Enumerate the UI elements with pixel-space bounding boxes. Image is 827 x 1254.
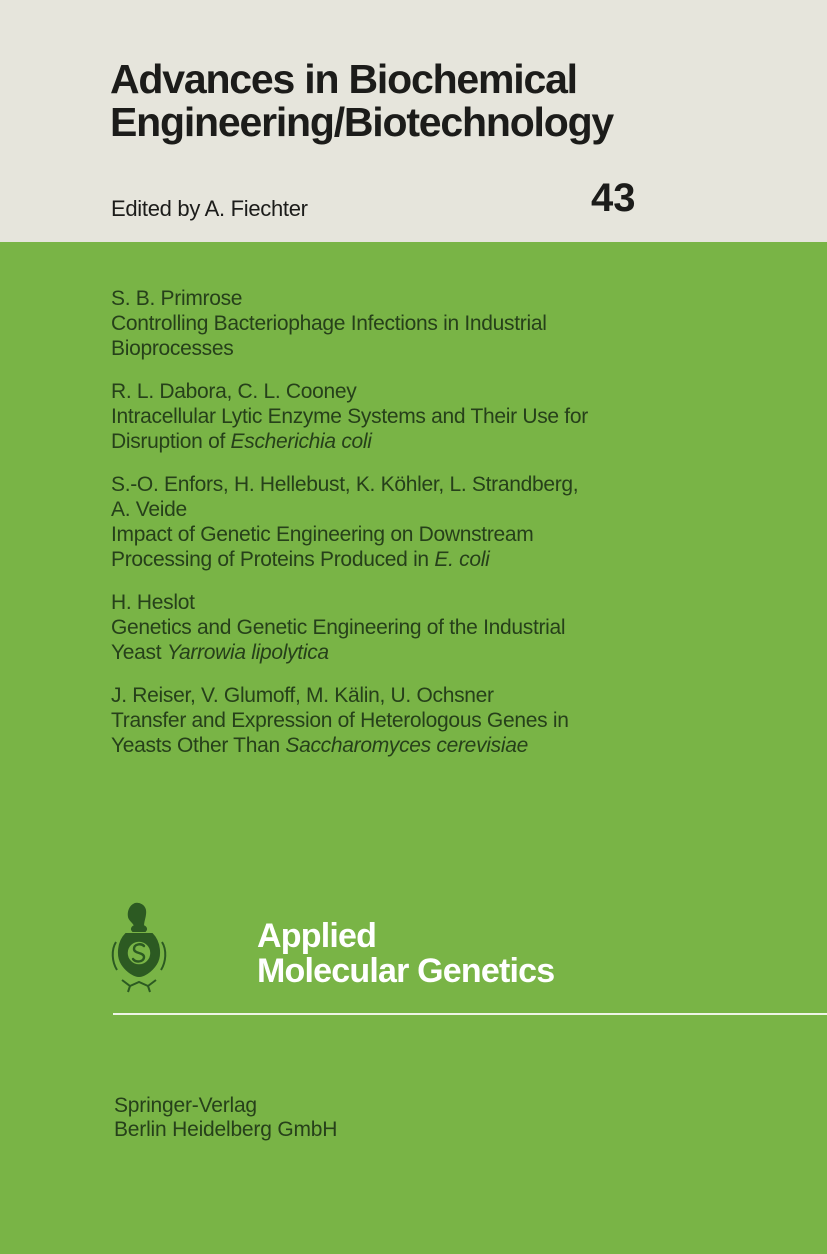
entry-title-line: [111, 640, 791, 665]
entry-title-line: [111, 497, 791, 522]
contents-entry: [111, 590, 791, 665]
entry-title-line: [111, 615, 791, 640]
entry-text: R. L. Dabora, C. L. Cooney: [111, 380, 357, 403]
entry-text: Genetics and Genetic Engineering of the Industrial: [111, 616, 566, 639]
entry-title-line: [111, 404, 791, 429]
book-title: [257, 919, 554, 989]
entry-authors: [111, 286, 791, 311]
species-name: Saccharomyces cerevisiae: [285, 734, 528, 757]
entry-text: S.-O. Enfors, H. Hellebust, K. Köhler, L. Strandberg,: [111, 473, 579, 496]
contents-entry: [111, 286, 791, 361]
publisher-location: Berlin Heidelberg GmbH: [114, 1118, 338, 1141]
entry-authors: [111, 590, 791, 615]
entry-title-line: [111, 311, 791, 336]
publisher-name: Springer-Verlag: [114, 1094, 257, 1117]
contents-entry: [111, 683, 791, 758]
series-header: [0, 0, 827, 242]
entry-title-line: [111, 733, 791, 758]
entry-title-line: [111, 522, 791, 547]
publisher: [114, 1094, 337, 1142]
book-title-line-2: Molecular Genetics: [257, 952, 555, 990]
entry-text: A. Veide: [111, 498, 187, 521]
series-title: [110, 58, 613, 144]
entry-title-line: [111, 429, 791, 454]
entry-text: Impact of Genetic Engineering on Downstream: [111, 523, 534, 546]
entry-authors: [111, 472, 791, 497]
series-title-line-2: Engineering/Biotechnology: [110, 99, 614, 145]
contents-entry: [111, 379, 791, 454]
entry-title-line: [111, 708, 791, 733]
table-of-contents: [111, 286, 791, 776]
entry-text: Transfer and Expression of Heterologous Genes in: [111, 709, 569, 732]
volume-number: 43: [591, 176, 636, 220]
entry-text: Intracellular Lytic Enzyme Systems and Their Use for: [111, 405, 588, 428]
series-title-line-1: Advances in Biochemical: [110, 56, 577, 102]
entry-text: J. Reiser, V. Glumoff, M. Kälin, U. Ochsner: [111, 684, 494, 707]
entry-text: Disruption of: [111, 430, 231, 453]
entry-authors: [111, 683, 791, 708]
entry-text: H. Heslot: [111, 591, 195, 614]
species-name: E. coli: [434, 548, 490, 571]
entry-title-line: [111, 547, 791, 572]
species-name: Yarrowia lipolytica: [166, 641, 329, 664]
book-title-line-1: Applied: [257, 917, 377, 955]
entry-text: Yeast: [111, 641, 167, 664]
entry-text: Processing of Proteins Produced in: [111, 548, 435, 571]
divider-rule: [113, 1013, 827, 1015]
contents-entry: [111, 472, 791, 572]
species-name: Escherichia coli: [230, 430, 372, 453]
series-editor: Edited by A. Fiechter: [111, 196, 308, 221]
entry-text: Bioprocesses: [111, 337, 234, 360]
entry-authors: [111, 379, 791, 404]
entry-text: Controlling Bacteriophage Infections in Industrial: [111, 312, 547, 335]
entry-text: Yeasts Other Than: [111, 734, 286, 757]
entry-text: S. B. Primrose: [111, 287, 243, 310]
springer-knight-icon: [108, 898, 170, 996]
entry-title-line: [111, 336, 791, 361]
